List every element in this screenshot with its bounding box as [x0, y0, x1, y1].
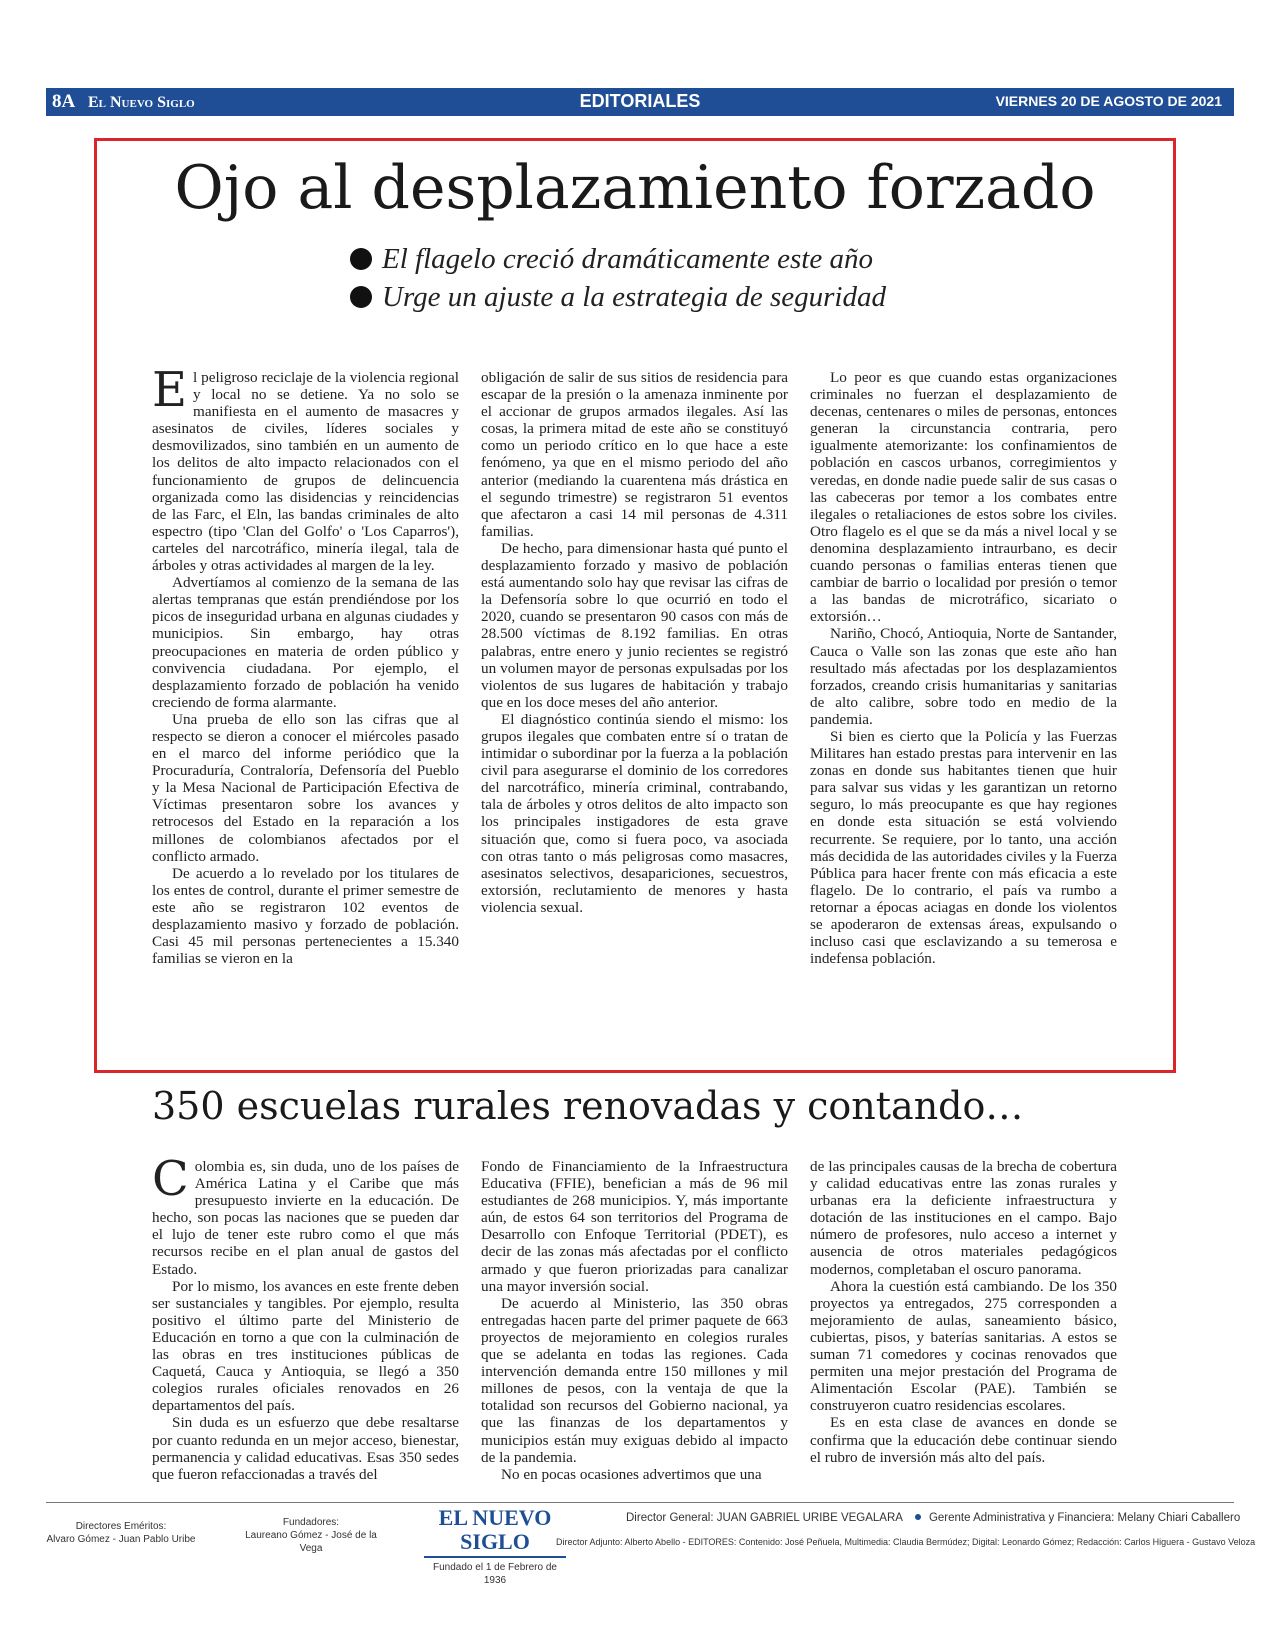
paragraph	[152, 362, 459, 575]
paragraph: Fondo de Financiamiento de la Infraestructura Educativa (FFIE), benefician a más de 96 mil estudiantes de 268 municipios. Y, más importante aún, de estos 64 son territorios del Programa de Desarrollo con Enfoque Territorial (PDET), es decir de las zonas más afectadas por el conflicto armado y que fueron priorizadas para canalizar una mayor inversión social.	[481, 1158, 788, 1295]
masthead: El Nuevo Siglo	[87, 94, 195, 111]
second-editorial-headline: 350 escuelas rurales renovadas y contando…	[152, 1084, 1024, 1128]
page-number: 8A	[52, 91, 76, 112]
second-editorial-column-3	[810, 1158, 1117, 1466]
drop-cap: E	[152, 362, 188, 418]
editorial-column-2	[481, 369, 788, 1049]
staff-line-2: Director Adjunto: Alberto Abello - EDITORES: Contenido: José Peñuela, Multimedia: Claudia Bermúdez; Digital: Leonardo Gómez; Redacción: Carlos Higuera - Gustavo Veloza	[556, 1537, 1256, 1547]
fundadores-label: Fundadores:	[282, 1517, 340, 1528]
editorial-headline: Ojo al desplazamiento forzado	[174, 153, 1096, 223]
issue-date: VIERNES 20 DE AGOSTO DE 2021	[995, 93, 1222, 109]
paragraph: No en pocas ocasiones advertimos que una	[501, 1465, 762, 1483]
directores-emeritos	[46, 1520, 196, 1546]
paragraph: Lo peor es que cuando estas organizaciones criminales no fuerzan el desplazamiento de decenas, centenares o miles de personas, entonces generan la circunstancia contraria, pero igualmente atemorizante: los confinamientos de población en cascos urbanos, corregimientos y veredas, en donde nadie puede salir de sus casas o las cabeceras por temor a los combates entre ilegales o retaliaciones de estos sobre los civiles. Otro flagelo es el que se da más a nivel local y se denomina desplazamiento intraurbano, es decir cuando personas o familias enteras tienen que cambiar de barrio o localidad por presión o temor a las bandas de microtráfico, sicariato o extorsión…	[810, 369, 1117, 626]
footer-divider	[46, 1502, 1234, 1503]
subhead-text: Urge un ajuste a la estrategia de seguridad	[382, 280, 886, 313]
fundadores	[236, 1516, 386, 1555]
second-editorial-column-2	[481, 1158, 788, 1483]
drop-cap: C	[152, 1151, 189, 1207]
paragraph: obligación de salir de sus sitios de residencia para escapar de la presión o la amenaza inminente por el accionar de grupos armados ilegales. Así las cosas, la primera mitad de este año se constituyó como un periodo crítico en lo que hace a este fenómeno, ya que en el mismo periodo del año anterior (mediando la cuarentena más drástica en el segundo trimestre) se registraron 51 eventos que afectaron a casi 14 mil personas de 4.311 familias.	[481, 369, 788, 540]
paragraph: Si bien es cierto que la Policía y las Fuerzas Militares han estado prestas para intervenir en las zonas en donde sus habitantes tienen que huir para salvar sus vidas y les garantizan un retorno seguro, lo más preocupante es que hay regiones en donde esta situación se está volviendo recurrente. Se requiere, por lo tanto, una acción más decidida de las autoridades civiles y la Fuerza Pública para hacer frente con más eficacia a este flagelo. De lo contrario, el país va rumbo a retornar a épocas aciagas en donde los violentos se apoderaron de extensas áreas, expulsando o incluso casi que esclavizando a su temerosa e indefensa población.	[810, 727, 1118, 968]
bullet-icon	[350, 286, 372, 308]
section-title: EDITORIALES	[579, 91, 701, 111]
subhead-item	[350, 240, 1050, 278]
separator-dot-icon	[915, 1514, 921, 1520]
founded-date: Fundado el 1 de Febrero de 1936	[433, 1562, 557, 1586]
paragraph: Es en esta clase de avances en donde se confirma que la educación debe continuar siendo el rubro de inversión más alto del país.	[810, 1414, 1117, 1466]
director-general: Director General: JUAN GABRIEL URIBE VEGALARA	[626, 1512, 903, 1524]
second-editorial-column-1	[152, 1151, 459, 1483]
bullet-icon	[350, 248, 372, 270]
directores-label: Directores Eméritos:	[75, 1521, 167, 1532]
gerente: Gerente Administrativa y Financiera: Melany Chiari Caballero	[928, 1512, 1241, 1524]
directores-names: Alvaro Gómez - Juan Pablo Uribe	[46, 1534, 196, 1545]
paragraph: De hecho, para dimensionar hasta qué punto el desplazamiento forzado y masivo de población está aumentando solo hay que revisar las cifras de la Defensoría sobre lo que ocurrió en todo el 2020, cuando se presentaron 90 casos con más de 28.500 víctimas de 8.192 familias. En otras palabras, entre enero y junio recientes se registró un volumen mayor de personas expulsadas por los violentos de sus lugares de habitación y trabajo que en los doce meses del año anterior.	[481, 539, 788, 711]
paragraph: Advertíamos al comienzo de la semana de las alertas tempranas que están prendiéndose por los picos de inseguridad urbana en algunas ciudades y municipios. Sin embargo, hay otras preocupaciones en materia de orden público y convivencia ciudadana. Por ejemplo, el desplazamiento forzado de población ha venido creciendo de forma alarmante.	[152, 574, 459, 711]
footer-masthead: EL NUEVO SIGLO	[424, 1506, 566, 1558]
footer-logo	[424, 1506, 566, 1587]
paragraph-text: olombia es, sin duda, uno de los países de América Latina y el Caribe que más presupuesto invierte en la educación. De hecho, son pocas las naciones que se pueden dar el lujo de tener este rubro como el que más recursos recibe en el plan anual de gastos del Estado.	[152, 1158, 459, 1278]
paragraph: Una prueba de ello son las cifras que al respecto se dieron a conocer el miércoles pasado en el marco del informe periódico que la Procuraduría, Contraloría, Defensoría del Pueblo y la Mesa Nacional de Participación Efectiva de Víctimas presentaron sobre los avances y retrocesos del Estado en la reparación a los millones de colombianos afectados por el conflicto armado.	[152, 710, 459, 865]
paragraph: Sin duda es un esfuerzo que debe resaltarse por cuanto redunda en un mejor acceso, bienestar, permanencia y calidad educativas. Esas 350 sedes que fueron refaccionadas a través del	[152, 1414, 459, 1483]
editorial-column-1	[152, 362, 459, 1049]
subhead-text: El flagelo creció dramáticamente este año	[382, 242, 873, 275]
paragraph: de las principales causas de la brecha de cobertura y calidad educativas entre las zonas rurales y urbanas era la deficiente infraestructura y dotación de las instituciones en el campo. Bajo número de profesores, nulo acceso a internet y ausencia de otros materiales pedagógicos modernos, completaban el oscuro panorama.	[810, 1158, 1117, 1278]
editorial-subheads	[350, 240, 1050, 316]
paragraph: Por lo mismo, los avances en este frente deben ser sustanciales y tangibles. Por ejemplo, resulta positivo el último parte del Ministerio de Educación en torno a que con la culminación de las obras en tres instituciones públicas de Caquetá, Cauca y Antioquia, se llegó a 350 colegios rurales oficiales renovados en 26 departamentos del país.	[152, 1277, 459, 1415]
paragraph: De acuerdo al Ministerio, las 350 obras entregadas hacen parte del primer paquete de 663 proyectos de mejoramiento en colegios rurales que se adelanta en todas las regiones. Cada intervención demanda entre 150 millones y mil millones de pesos, con la ventaja de que la totalidad son recursos del Gobierno nacional, ya que las finanzas de los departamentos y municipios están muy exiguas debido al impacto de la pandemia.	[481, 1294, 788, 1466]
staff-line-1	[626, 1512, 1240, 1524]
page-header	[46, 88, 1234, 116]
paragraph: Ahora la cuestión está cambiando. De los 350 proyectos ya entregados, 275 corresponden a mejoramiento de aulas, saneamiento básico, cubiertas, pisos, y baterías sanitarias. A estos se suman 71 comedores y cocinas renovados que permiten una mejor prestación del Programa de Alimentación Escolar (PAE). También se construyeron cuatro residencias escolares.	[810, 1277, 1117, 1415]
paragraph-text: l peligroso reciclaje de la violencia regional y local no se detiene. Ya no solo se manifiesta en el aumento de masacres y asesinatos de civiles, líderes sociales y desmovilizados, sino también en un aumento de los delitos de alto impacto relacionados con el funcionamiento de grupos de delincuencia organizada como las disidencias y reincidencias de las Farc, el Eln, las bandas criminales de alto espectro (tipo 'Clan del Golfo' o 'Los Caparros'), carteles del narcotráfico, minería ilegal, tala de árboles y otras actividades al margen de la ley.	[152, 369, 459, 575]
paragraph	[152, 1151, 459, 1278]
editorial-column-3	[810, 369, 1117, 1049]
page-footer	[46, 1505, 1256, 1586]
paragraph: Nariño, Chocó, Antioquia, Norte de Santander, Cauca o Valle son las zonas que este año han resultado más afectadas por los desplazamientos forzados, creando crisis humanitarias y sanitarias de alto calibre, sobre todo en medio de la pandemia.	[810, 625, 1117, 728]
paragraph: El diagnóstico continúa siendo el mismo: los grupos ilegales que combaten entre sí o tratan de intimidar o subordinar por la fuerza a la población civil para asegurarse el dominio de los corredores del narcotráfico, minería criminal, contrabando, tala de árboles y otros delitos de alto impacto son los principales instigadores de esta grave situación que, como si fuera poco, va asociada con otras tanto o más peligrosas como masacres, asesinatos selectivos, desapariciones, secuestros, extorsión, reclutamiento de menores y hasta violencia sexual.	[481, 710, 788, 916]
fundadores-names: Laureano Gómez - José de la Vega	[245, 1530, 377, 1554]
subhead-item	[350, 278, 1050, 316]
paragraph: De acuerdo a lo revelado por los titulares de los entes de control, durante el primer semestre de este año se registraron 102 eventos de desplazamiento masivo y forzado de población. Casi 45 mil personas pertenecientes a 15.340 familias se vieron en la	[152, 864, 459, 968]
